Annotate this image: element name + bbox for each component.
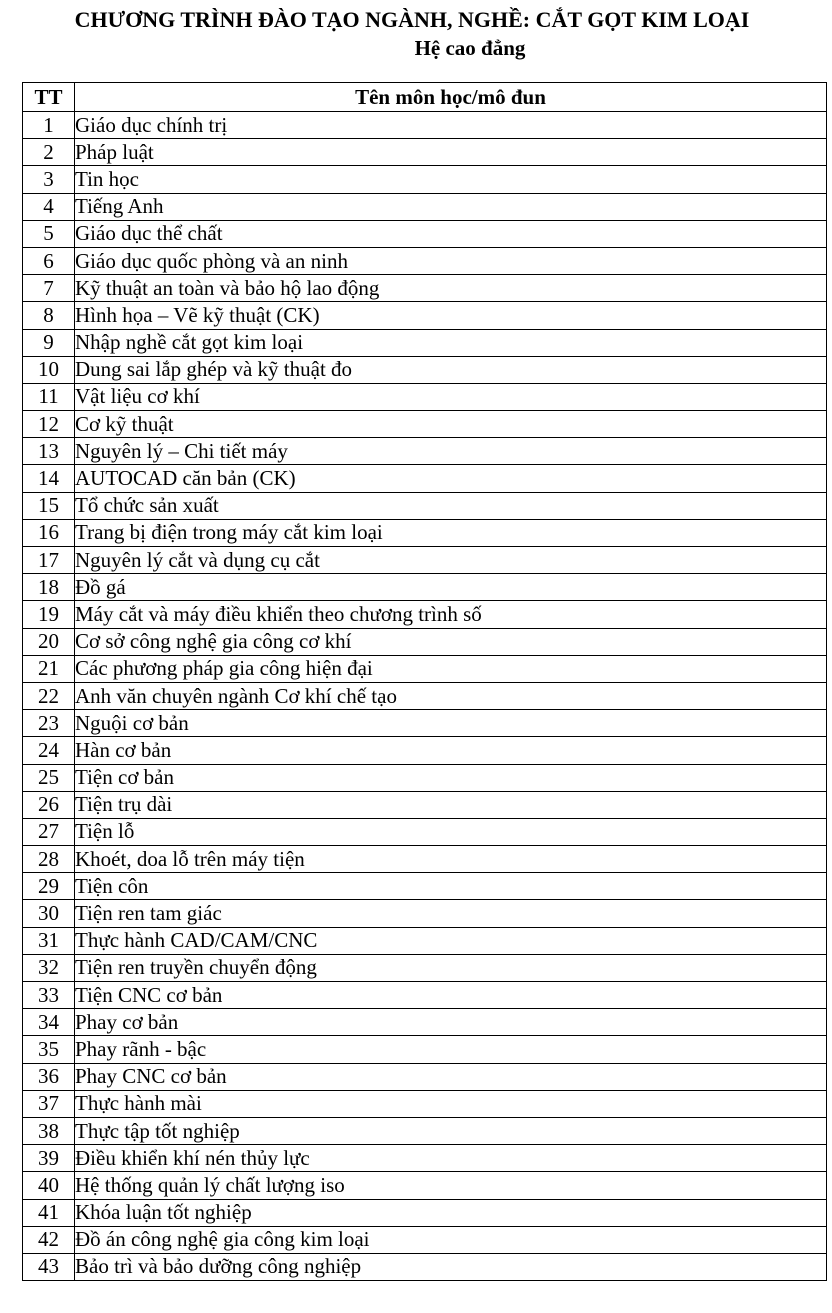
table-row xyxy=(23,1199,827,1226)
row-number: 30 xyxy=(23,900,75,927)
table-row xyxy=(23,247,827,274)
row-number: 13 xyxy=(23,438,75,465)
row-number: 43 xyxy=(23,1253,75,1280)
row-number: 24 xyxy=(23,737,75,764)
subject-name: Máy cắt và máy điều khiển theo chương trình số xyxy=(75,601,827,628)
row-number: 42 xyxy=(23,1226,75,1253)
row-number: 37 xyxy=(23,1090,75,1117)
subject-name: Anh văn chuyên ngành Cơ khí chế tạo xyxy=(75,682,827,709)
row-number: 41 xyxy=(23,1199,75,1226)
table-row xyxy=(23,383,827,410)
row-number: 38 xyxy=(23,1117,75,1144)
subject-name: Tiện ren truyền chuyển động xyxy=(75,954,827,981)
table-row xyxy=(23,112,827,139)
subject-name: Thực hành CAD/CAM/CNC xyxy=(75,927,827,954)
table-row xyxy=(23,1009,827,1036)
table-row xyxy=(23,954,827,981)
subject-name: Nguội cơ bản xyxy=(75,710,827,737)
table-row xyxy=(23,873,827,900)
subject-name: Giáo dục quốc phòng và an ninh xyxy=(75,247,827,274)
subject-name: Bảo trì và bảo dưỡng công nghiệp xyxy=(75,1253,827,1280)
subject-name: Dung sai lắp ghép và kỹ thuật đo xyxy=(75,356,827,383)
table-row xyxy=(23,1063,827,1090)
subject-name: Tiếng Anh xyxy=(75,193,827,220)
row-number: 12 xyxy=(23,411,75,438)
row-number: 4 xyxy=(23,193,75,220)
table-row xyxy=(23,220,827,247)
row-number: 29 xyxy=(23,873,75,900)
row-number: 28 xyxy=(23,846,75,873)
subject-name: Giáo dục thể chất xyxy=(75,220,827,247)
subject-name: Pháp luật xyxy=(75,139,827,166)
subject-name: Nguyên lý cắt và dụng cụ cắt xyxy=(75,547,827,574)
table-row xyxy=(23,737,827,764)
subject-name: Các phương pháp gia công hiện đại xyxy=(75,655,827,682)
row-number: 8 xyxy=(23,302,75,329)
document-subtitle: Hệ cao đẳng xyxy=(414,36,526,60)
table-row xyxy=(23,492,827,519)
subject-name: Điều khiển khí nén thủy lực xyxy=(75,1145,827,1172)
subject-name: Hình họa – Vẽ kỹ thuật (CK) xyxy=(75,302,827,329)
subject-name: Vật liệu cơ khí xyxy=(75,383,827,410)
subject-name: Thực hành mài xyxy=(75,1090,827,1117)
row-number: 10 xyxy=(23,356,75,383)
table-row xyxy=(23,1226,827,1253)
table-row xyxy=(23,411,827,438)
row-number: 6 xyxy=(23,247,75,274)
row-number: 26 xyxy=(23,791,75,818)
table-row xyxy=(23,547,827,574)
table-row xyxy=(23,166,827,193)
table-row xyxy=(23,710,827,737)
table-row xyxy=(23,356,827,383)
subject-name: Tiện trụ dài xyxy=(75,791,827,818)
row-number: 40 xyxy=(23,1172,75,1199)
table-row xyxy=(23,655,827,682)
row-number: 19 xyxy=(23,601,75,628)
table-row xyxy=(23,846,827,873)
table-row xyxy=(23,682,827,709)
table-row xyxy=(23,438,827,465)
subject-name: Cơ kỹ thuật xyxy=(75,411,827,438)
subject-name: Hệ thống quản lý chất lượng iso xyxy=(75,1172,827,1199)
table-row xyxy=(23,519,827,546)
table-row xyxy=(23,302,827,329)
row-number: 7 xyxy=(23,275,75,302)
row-number: 31 xyxy=(23,927,75,954)
table-row xyxy=(23,601,827,628)
row-number: 39 xyxy=(23,1145,75,1172)
subject-name: Thực tập tốt nghiệp xyxy=(75,1117,827,1144)
table-body xyxy=(23,112,827,1281)
row-number: 2 xyxy=(23,139,75,166)
subject-name: Tổ chức sản xuất xyxy=(75,492,827,519)
subject-name: AUTOCAD căn bản (CK) xyxy=(75,465,827,492)
row-number: 32 xyxy=(23,954,75,981)
subject-name: Trang bị điện trong máy cắt kim loại xyxy=(75,519,827,546)
row-number: 22 xyxy=(23,682,75,709)
row-number: 15 xyxy=(23,492,75,519)
table-row xyxy=(23,764,827,791)
row-number: 23 xyxy=(23,710,75,737)
document-title: CHƯƠNG TRÌNH ĐÀO TẠO NGÀNH, NGHỀ: CẮT GỌT KIM LOẠI xyxy=(74,7,750,32)
row-number: 5 xyxy=(23,220,75,247)
row-number: 35 xyxy=(23,1036,75,1063)
row-number: 27 xyxy=(23,818,75,845)
subject-name: Giáo dục chính trị xyxy=(75,112,827,139)
subject-name: Cơ sở công nghệ gia công cơ khí xyxy=(75,628,827,655)
table-row xyxy=(23,900,827,927)
table-row xyxy=(23,1117,827,1144)
row-number: 36 xyxy=(23,1063,75,1090)
subject-name: Tiện lỗ xyxy=(75,818,827,845)
subject-name: Tiện ren tam giác xyxy=(75,900,827,927)
subject-name: Hàn cơ bản xyxy=(75,737,827,764)
subject-name: Tiện CNC cơ bản xyxy=(75,982,827,1009)
table-row xyxy=(23,982,827,1009)
row-number: 18 xyxy=(23,574,75,601)
row-number: 20 xyxy=(23,628,75,655)
subject-name: Tin học xyxy=(75,166,827,193)
subject-name: Đồ án công nghệ gia công kim loại xyxy=(75,1226,827,1253)
table-row xyxy=(23,628,827,655)
subject-name: Tiện cơ bản xyxy=(75,764,827,791)
subject-name: Kỹ thuật an toàn và bảo hộ lao động xyxy=(75,275,827,302)
row-number: 33 xyxy=(23,982,75,1009)
subject-name: Nguyên lý – Chi tiết máy xyxy=(75,438,827,465)
row-number: 16 xyxy=(23,519,75,546)
table-row xyxy=(23,329,827,356)
subject-name: Đồ gá xyxy=(75,574,827,601)
table-row xyxy=(23,275,827,302)
row-number: 14 xyxy=(23,465,75,492)
table-row xyxy=(23,791,827,818)
subject-name: Phay cơ bản xyxy=(75,1009,827,1036)
row-number: 25 xyxy=(23,764,75,791)
column-header-subject: Tên môn học/mô đun xyxy=(75,83,827,112)
row-number: 21 xyxy=(23,655,75,682)
row-number: 1 xyxy=(23,112,75,139)
table-row xyxy=(23,927,827,954)
row-number: 3 xyxy=(23,166,75,193)
table-row xyxy=(23,1145,827,1172)
row-number: 17 xyxy=(23,547,75,574)
table-row xyxy=(23,465,827,492)
subject-name: Phay CNC cơ bản xyxy=(75,1063,827,1090)
table-row xyxy=(23,193,827,220)
table-row xyxy=(23,1036,827,1063)
subject-name: Tiện côn xyxy=(75,873,827,900)
table-header-row xyxy=(23,83,827,112)
table-row xyxy=(23,1090,827,1117)
row-number: 34 xyxy=(23,1009,75,1036)
subject-name: Khoét, doa lỗ trên máy tiện xyxy=(75,846,827,873)
subject-name: Nhập nghề cắt gọt kim loại xyxy=(75,329,827,356)
row-number: 9 xyxy=(23,329,75,356)
table-row xyxy=(23,1172,827,1199)
table-row xyxy=(23,818,827,845)
row-number: 11 xyxy=(23,383,75,410)
subject-name: Phay rãnh - bậc xyxy=(75,1036,827,1063)
table-row xyxy=(23,574,827,601)
table-row xyxy=(23,1253,827,1280)
subject-name: Khóa luận tốt nghiệp xyxy=(75,1199,827,1226)
table-row xyxy=(23,139,827,166)
curriculum-table xyxy=(22,82,827,1281)
column-header-tt: TT xyxy=(23,83,75,112)
